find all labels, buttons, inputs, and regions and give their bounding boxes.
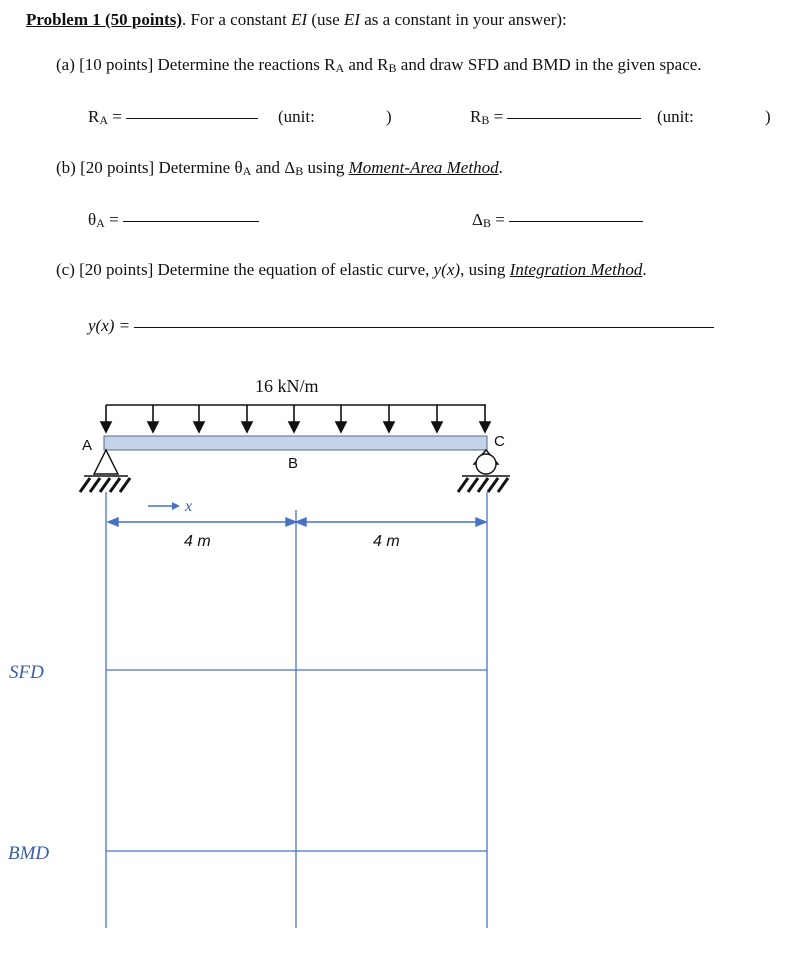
part-c-dot: . — [642, 260, 647, 279]
sfd-label: SFD — [9, 662, 44, 683]
delta-label: Δ — [472, 210, 483, 229]
ei-symbol: EI — [291, 10, 308, 29]
ra-unit-open: (unit: — [278, 107, 315, 126]
point-a-label: A — [82, 437, 93, 454]
ra-unit-close-text: ) — [386, 107, 392, 126]
load-arrow — [480, 405, 490, 432]
load-arrow — [432, 405, 442, 432]
part-b-using: using — [303, 158, 349, 177]
part-a-rest: and draw SFD and BMD in the given space. — [396, 55, 702, 74]
load-arrow — [148, 405, 158, 432]
part-b-dot: . — [498, 158, 503, 177]
ei-symbol-2: EI — [343, 10, 360, 29]
heading-text-3: as a constant in your answer): — [360, 10, 567, 29]
load-arrow — [384, 405, 394, 432]
rb-label: R — [470, 107, 482, 126]
load-arrows — [101, 405, 490, 432]
heading-text: . For a constant — [182, 10, 292, 29]
load-arrow — [242, 405, 252, 432]
beam — [104, 436, 487, 450]
rb-unit-open: (unit: — [657, 107, 694, 126]
integration-method: Integration Method — [509, 260, 643, 279]
rb-sub: B — [481, 113, 490, 127]
point-c-label: C — [494, 433, 505, 450]
load-arrow — [194, 405, 204, 432]
load-arrow — [101, 405, 111, 432]
heading-text-2: (use — [307, 10, 344, 29]
part-b-text: (b) [20 points] Determine θ — [56, 158, 243, 177]
point-b-label: B — [288, 455, 299, 472]
theta-label: θ — [88, 210, 97, 229]
part-a-sub-a: A — [335, 61, 345, 75]
part-a-and: and R — [344, 55, 389, 74]
dimension-line — [108, 518, 486, 526]
roller-support-c — [458, 450, 510, 492]
delta-eq: = — [490, 210, 510, 229]
load-arrow — [289, 405, 299, 432]
ra-eq: = — [108, 107, 127, 126]
theta-eq: = — [104, 210, 123, 229]
theta-sub: A — [96, 216, 105, 230]
part-c-yx: y(x) — [433, 260, 461, 279]
moment-area-method: Moment-Area Method — [348, 158, 499, 177]
diagram-grid — [106, 492, 487, 928]
part-c-text: (c) [20 points] Determine the equation of elastic curve, — [56, 260, 434, 279]
ra-sub: A — [99, 113, 109, 127]
bmd-label: BMD — [8, 843, 50, 864]
delta-sub: B — [482, 216, 491, 230]
part-a-sub-b: B — [388, 61, 397, 75]
x-axis-label: x — [185, 498, 193, 515]
part-a-text: (a) [10 points] Determine the reactions R — [56, 55, 336, 74]
part-b-sub-a: A — [242, 164, 252, 178]
yx-label: y(x) = — [88, 316, 135, 335]
load-label: 16 kN/m — [255, 376, 319, 396]
rb-unit-close-text: ) — [765, 107, 771, 126]
load-arrow — [336, 405, 346, 432]
rb-eq: = — [489, 107, 508, 126]
span-1-label: 4 m — [184, 533, 211, 550]
x-axis-arrow — [148, 502, 180, 510]
part-c-using: , using — [460, 260, 510, 279]
hatch-c — [458, 478, 508, 492]
ra-label: R — [88, 107, 100, 126]
part-b-sub-b: B — [295, 164, 304, 178]
hatch-a — [80, 478, 130, 492]
problem-title: Problem 1 (50 points) — [26, 10, 182, 29]
span-2-label: 4 m — [373, 533, 400, 550]
part-b-and: and Δ — [251, 158, 296, 177]
pin-support-a — [80, 450, 130, 492]
